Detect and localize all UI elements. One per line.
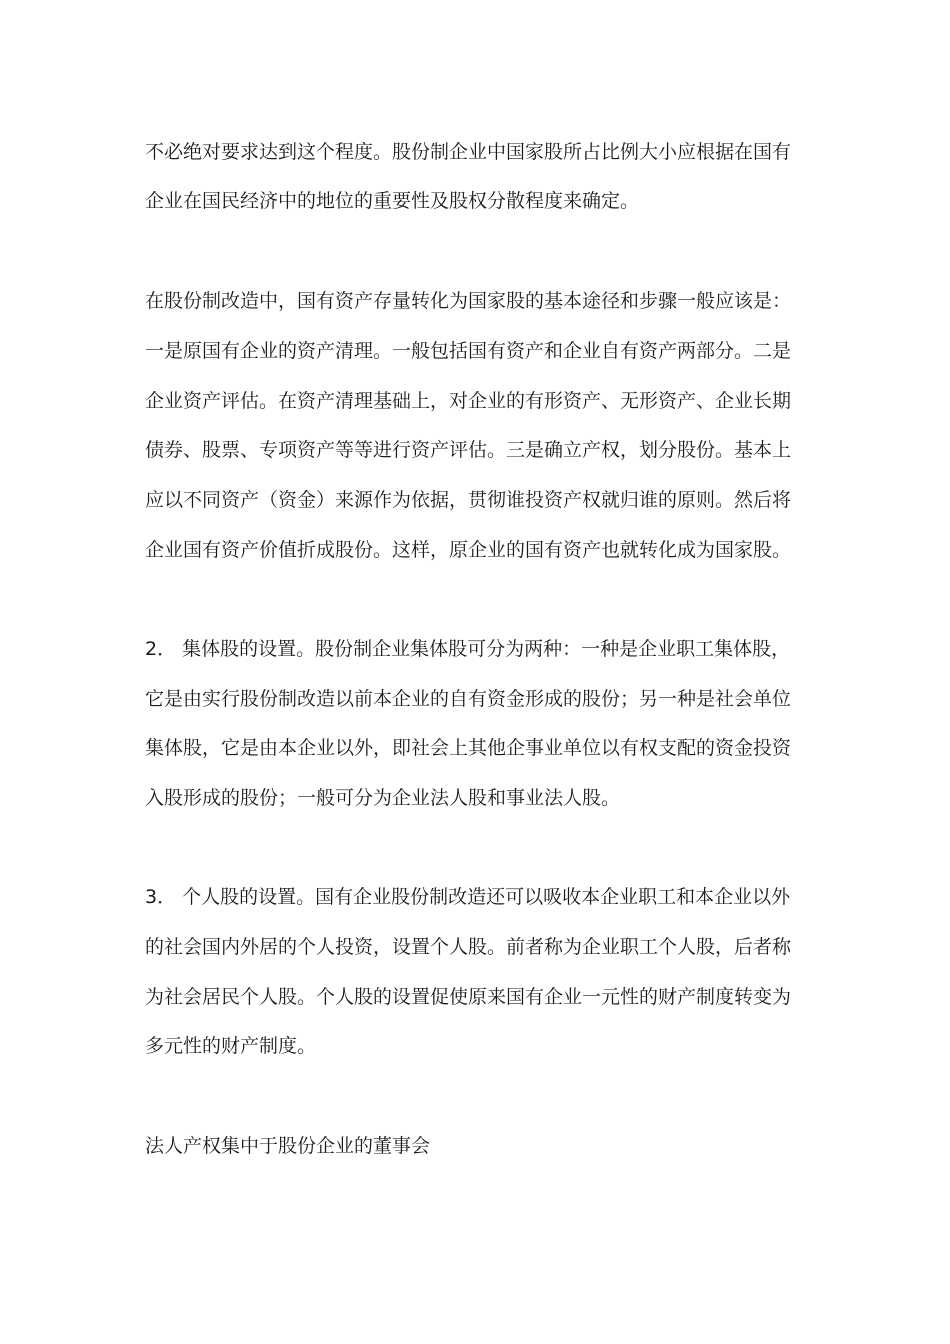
section-heading: 法人产权集中于股份企业的董事会 [145, 1135, 431, 1157]
text-line: 企业在国民经济中的地位的重要性及股权分散程度来确定。 [145, 190, 640, 212]
text-line: 集体股，它是由本企业以外，即社会上其他企事业单位以有权支配的资金投资 [145, 737, 792, 759]
text-line: 应以不同资产（资金）来源作为依据，贯彻谁投资产权就归谁的原则。然后将 [145, 489, 792, 511]
text-line: 它是由实行股份制改造以前本企业的自有资金形成的股份；另一种是社会单位 [145, 688, 792, 710]
text-line: 不必绝对要求达到这个程度。股份制企业中国家股所占比例大小应根据在国有 [145, 141, 792, 163]
text-line: 债券、股票、专项资产等等进行资产评估。三是确立产权，划分股份。基本上 [145, 439, 792, 461]
text-line: 在股份制改造中，国有资产存量转化为国家股的基本途径和步骤一般应该是： [145, 290, 792, 312]
text-line: 的社会国内外居的个人投资，设置个人股。前者称为企业职工个人股，后者称 [145, 936, 792, 958]
text-line: 入股形成的股份；一般可分为企业法人股和事业法人股。 [145, 787, 621, 809]
text-line: 企业资产评估。在资产清理基础上，对企业的有形资产、无形资产、企业长期 [145, 390, 792, 412]
text-line: 多元性的财产制度。 [145, 1035, 317, 1057]
text-line: 3． 个人股的设置。国有企业股份制改造还可以吸收本企业职工和本企业以外 [145, 886, 791, 908]
text-line: 为社会居民个人股。个人股的设置促使原来国有企业一元性的财产制度转变为 [145, 986, 792, 1008]
text-line: 企业国有资产价值折成股份。这样，原企业的国有资产也就转化成为国家股。 [145, 539, 792, 561]
text-line: 一是原国有企业的资产清理。一般包括国有资产和企业自有资产两部分。二是 [145, 340, 792, 362]
text-line: 2． 集体股的设置。股份制企业集体股可分为两种：一种是企业职工集体股， [145, 638, 791, 660]
